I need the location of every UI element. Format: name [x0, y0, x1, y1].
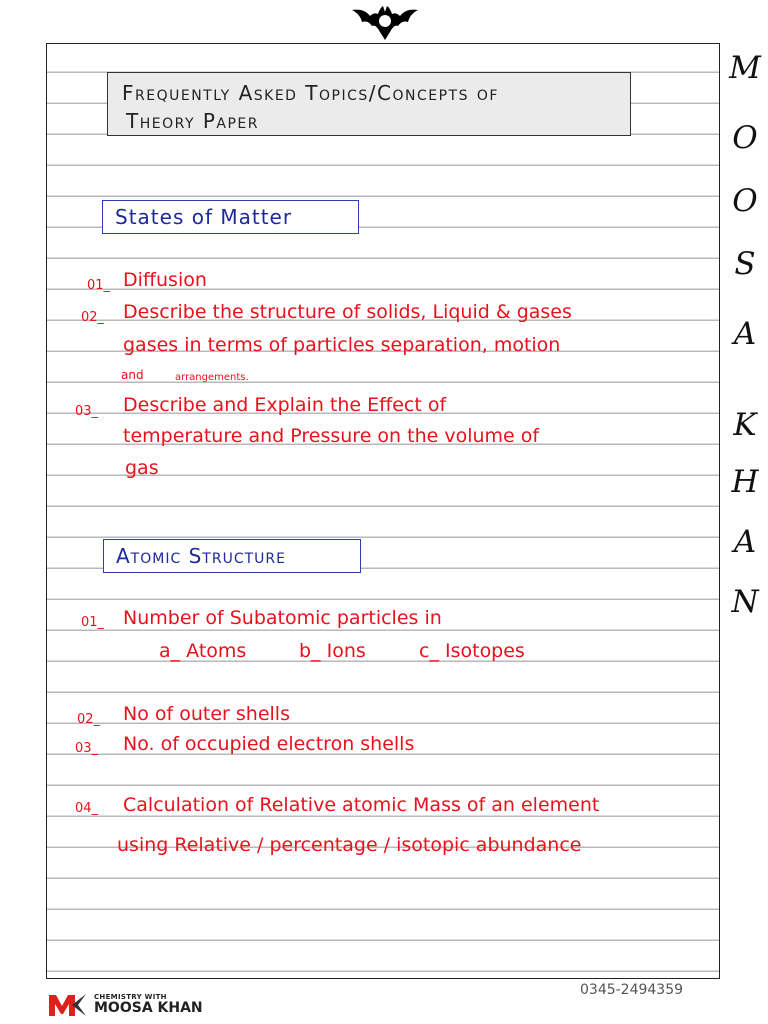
side-letter: K — [733, 407, 757, 443]
side-letter: M — [729, 50, 761, 86]
item-number: 01_ — [81, 615, 105, 630]
item-number: 04_ — [75, 801, 99, 816]
footer-phone-number: 0345-2494359 — [580, 982, 684, 998]
section-heading-states-of-matter: States of Matter — [102, 200, 359, 234]
item-text-line: temperature and Pressure on the volume of — [123, 425, 540, 447]
footer-brand-small: CHEMISTRY WITH — [94, 993, 167, 1001]
sub-item-ions: b_ Ions — [299, 640, 366, 662]
item-text-line: Describe and Explain the Effect of — [123, 394, 447, 416]
bat-emblem-icon — [350, 4, 420, 42]
item-text: No. of occupied electron shells — [123, 733, 415, 755]
item-text-line: Calculation of Relative atomic Mass of an element — [123, 794, 600, 816]
sub-item-atoms: a_ Atoms — [159, 640, 247, 662]
side-letter: O — [732, 120, 758, 156]
side-letter: N — [731, 584, 759, 620]
item-text-line: gas — [125, 457, 159, 479]
item-text-line: Number of Subatomic particles in — [123, 607, 442, 629]
item-text-line: using Relative / percentage / isotopic abundance — [117, 834, 582, 856]
item-number: 02_ — [81, 310, 105, 325]
item-text-line: arrangements. — [175, 372, 249, 383]
item-number: 02_ — [77, 712, 101, 727]
item-number: 03_ — [75, 404, 99, 419]
side-letter: A — [733, 316, 757, 352]
sub-item-isotopes: c_ Isotopes — [419, 640, 525, 662]
mk-brand-logo-icon — [48, 992, 88, 1018]
notebook-page — [46, 43, 720, 979]
page-title-line-2: Theory Paper — [126, 109, 260, 133]
item-number: 03_ — [75, 741, 99, 756]
side-letter: H — [731, 464, 759, 500]
item-text: No of outer shells — [123, 703, 290, 725]
item-number: 01_ — [87, 278, 111, 293]
footer-brand-large: MOOSA KHAN — [94, 1000, 203, 1016]
page-title-box — [107, 72, 631, 136]
item-text: Diffusion — [123, 269, 207, 291]
footer-brand — [94, 993, 203, 1016]
item-text-line: and — [121, 368, 144, 382]
page-title-line-1: Frequently Asked Topics/Concepts of — [122, 81, 499, 105]
section-heading-atomic-structure: Atomic Structure — [103, 539, 361, 573]
side-letter: A — [733, 524, 757, 560]
side-letter: S — [734, 246, 756, 282]
item-text-line: gases in terms of particles separation, motion — [123, 334, 561, 356]
side-letter: O — [732, 183, 758, 219]
item-text-line: Describe the structure of solids, Liquid & gases — [123, 301, 572, 323]
